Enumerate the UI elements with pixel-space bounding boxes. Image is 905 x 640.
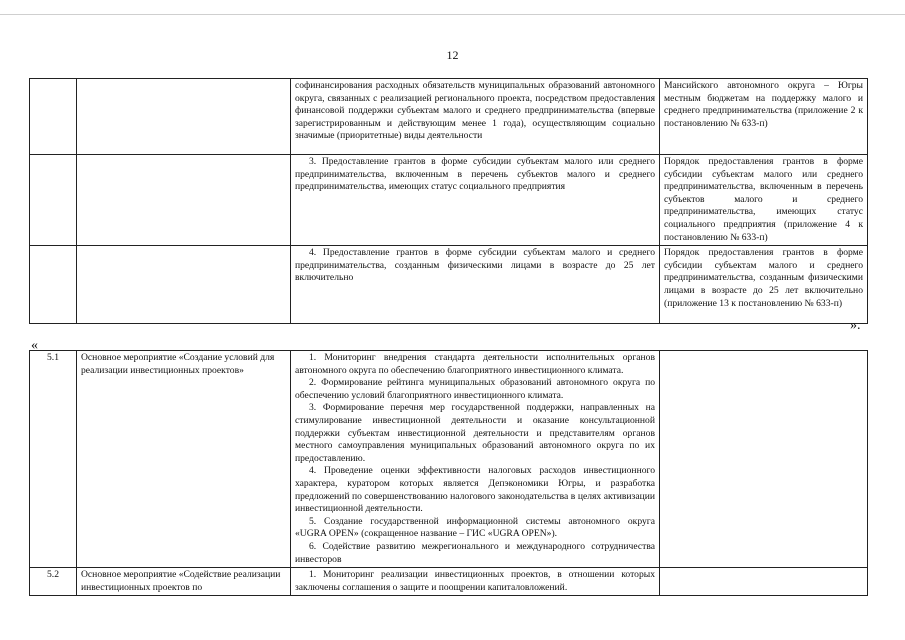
page-number: 12 — [446, 48, 459, 62]
number-cell: 5.2 — [30, 568, 77, 596]
table-row — [30, 351, 868, 568]
measure-item: 2. Формирование рейтинга муниципальных образований автономного округа по обеспечению условий благоприятного инвестиционного климата. — [295, 377, 655, 401]
document-cell — [660, 568, 868, 596]
document-cell — [660, 351, 868, 568]
name-cell: Основное мероприятие «Создание условий для реализации инвестиционных проектов» — [77, 351, 291, 568]
document-cell: Порядок предоставления грантов в форме субсидии субъектам малого и среднего предпринимательства, созданным физическими лицами в возрасте до 25 лет включительно (приложение 13 к постановлению № 633-п) — [660, 246, 868, 324]
document-cell: Мансийского автономного округа – Югры местным бюджетам на поддержку малого и среднего предпринимательства (приложение 2 к постановлению № 633-п) — [660, 79, 868, 155]
measure-cell: софинансирования расходных обязательств муниципальных образований автономного округа, связанных с реализацией регионального проекта, посредством предоставления финансовой поддержки субъектам малого и среднего предпринимательства (впервые зарегистрированным и действующим менее 1 года), осуществляющим социально значимые (приоритетные) виды деятельности — [291, 79, 660, 155]
lower-table — [29, 350, 868, 596]
scan-top-edge — [0, 14, 905, 15]
measure-item: 3. Формирование перечня мер государственной поддержки, направленных на стимулирование инвестиционной деятельности и оказание консультационной поддержки субъектам инвестиционной деятельности и представителям органов местного самоуправления муниципальных образований автономного округа по их предоставлению. — [295, 402, 655, 464]
name-cell — [77, 79, 291, 155]
name-cell — [77, 246, 291, 324]
measure-cell — [291, 351, 660, 568]
name-cell — [77, 155, 291, 246]
measure-item: 1. Мониторинг внедрения стандарта деятельности исполнительных органов автономного округа по обеспечению благоприятного инвестиционного климата. — [295, 352, 655, 376]
number-cell — [30, 246, 77, 324]
measure-item: 6. Содействие развитию межрегионального и международного сотрудничества инвесторов — [295, 540, 655, 565]
table-row — [30, 568, 868, 596]
number-cell — [30, 155, 77, 246]
measure-cell: 4. Предоставление грантов в форме субсидии субъектам малого и среднего предпринимательства, созданным физическими лицами в возрасте до 25 лет включительно — [291, 246, 660, 324]
table-row — [30, 246, 868, 324]
document-cell: Порядок предоставления грантов в форме субсидии субъектам малого или среднего предпринимательства, включенным в перечень субъектов малого и среднего предпринимательства, имеющих статус социального предприятия (приложение 4 к постановлению № 633-п) — [660, 155, 868, 246]
number-cell — [30, 79, 77, 155]
table-row — [30, 79, 868, 155]
measure-item: 4. Проведение оценки эффективности налоговых расходов инвестиционного характера, куратором которых является Депэкономики Югры, и разработка предложений по совершенствованию налогового законодательства в целях активизации инвестиционной деятельности. — [295, 465, 655, 515]
number-cell: 5.1 — [30, 351, 77, 568]
name-cell: Основное мероприятие «Содействие реализации инвестиционных проектов по — [77, 568, 291, 596]
measure-cell: 3. Предоставление грантов в форме субсидии субъектам малого или среднего предпринимательства, включенным в перечень субъектов малого и среднего предпринимательства, имеющих статус социального предприятия — [291, 155, 660, 246]
measure-item: 5. Создание государственной информационной системы автономного округа «UGRA OPEN» (сокращенное название – ГИС «UGRA OPEN»). — [295, 515, 655, 540]
measure-cell — [291, 568, 660, 596]
table-row — [30, 155, 868, 246]
closing-quote: ». — [850, 318, 861, 333]
upper-table — [29, 78, 868, 324]
measure-item: 1. Мониторинг реализации инвестиционных проектов, в отношении которых заключены соглашения о защите и поощрении капиталовложений. — [295, 569, 655, 593]
opening-quote: « — [31, 338, 38, 353]
